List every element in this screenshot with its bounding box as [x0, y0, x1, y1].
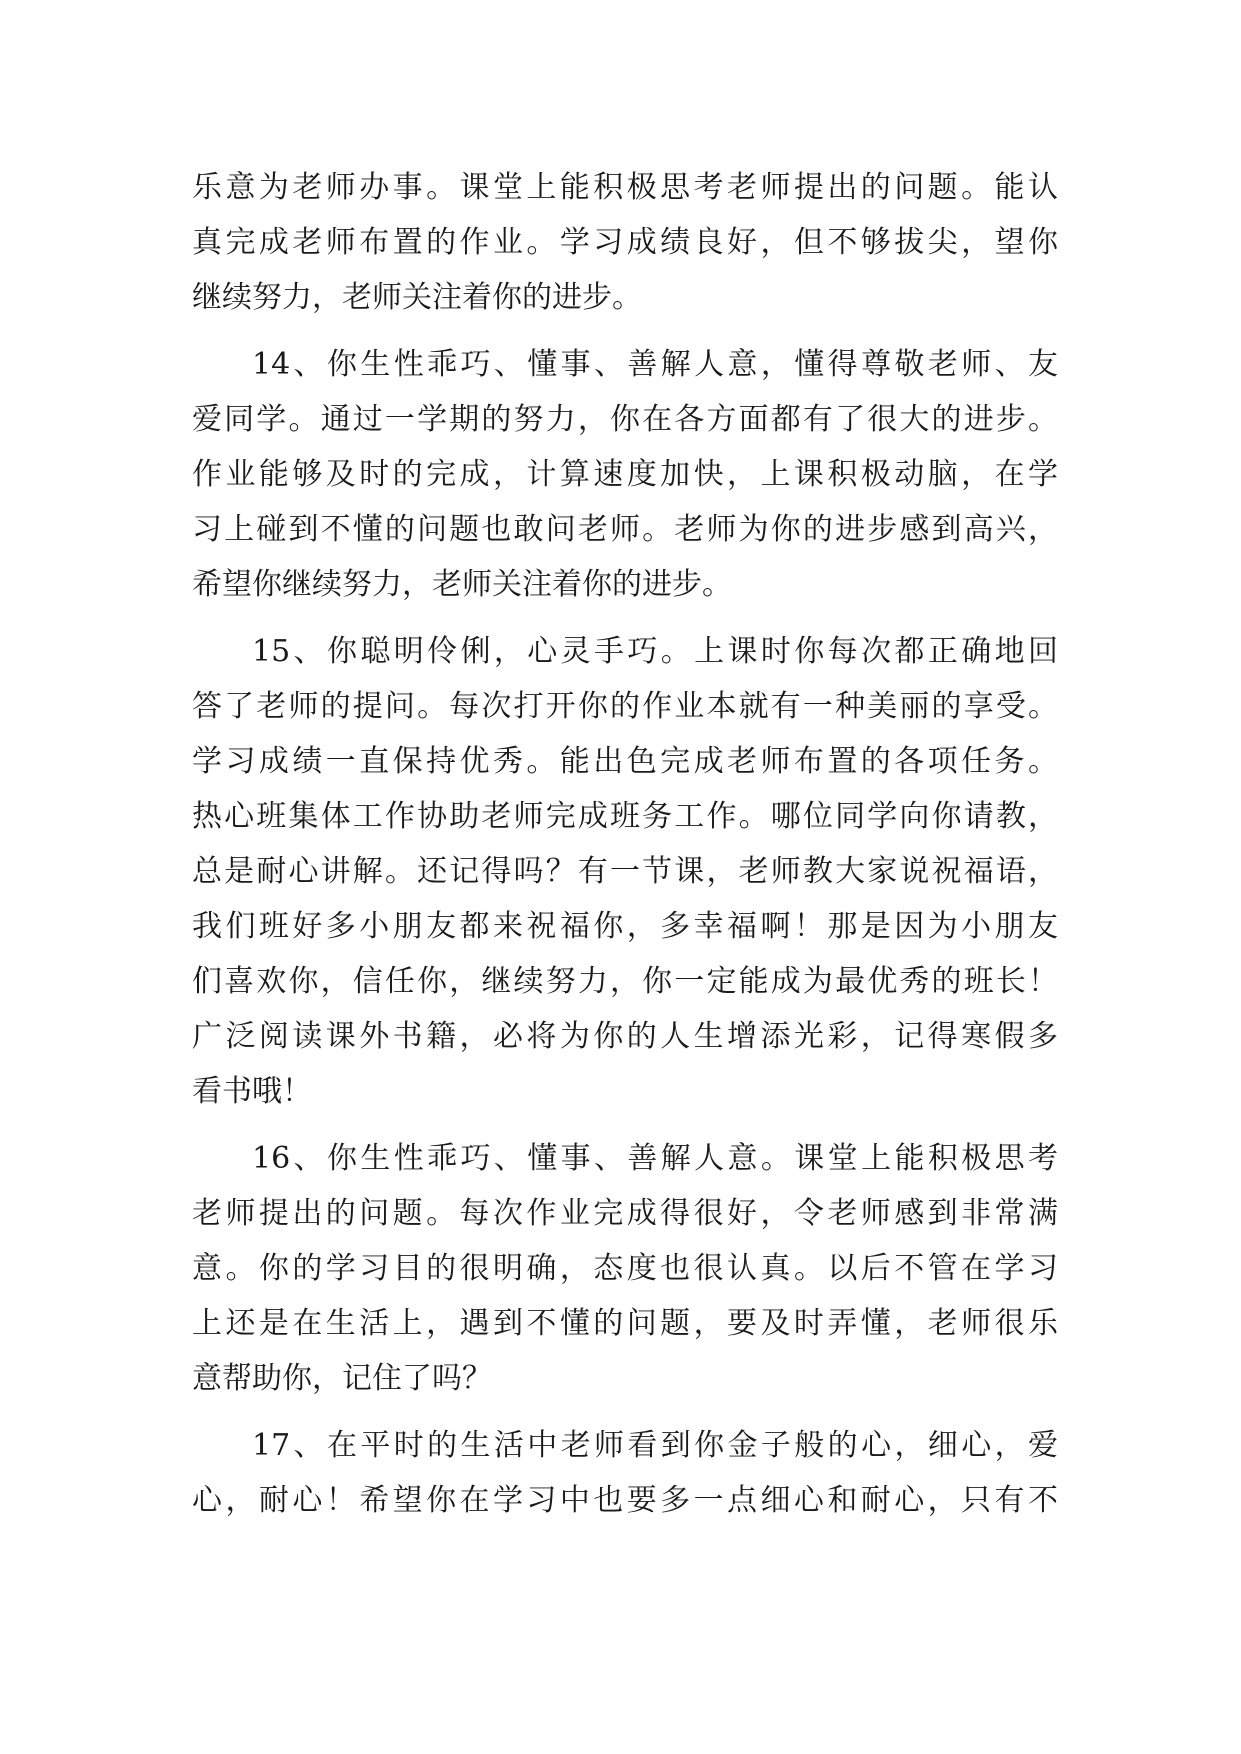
text-line: 总是耐心讲解。还记得吗？有一节课，老师教大家说祝福语， — [192, 854, 1058, 889]
text-line: 14、你生性乖巧、懂事、善解人意，懂得尊敬老师、友 — [252, 347, 1058, 382]
text-line: 15、你聪明伶俐，心灵手巧。上课时你每次都正确地回 — [252, 634, 1058, 669]
text-line: 希望你继续努力，老师关注着你的进步。 — [192, 567, 732, 602]
text-line: 答了老师的提问。每次打开你的作业本就有一种美丽的享受。 — [192, 689, 1058, 724]
text-line: 作业能够及时的完成，计算速度加快，上课积极动脑，在学 — [192, 457, 1058, 492]
text-line: 习上碰到不懂的问题也敢问老师。老师为你的进步感到高兴， — [192, 512, 1058, 547]
text-line: 爱同学。通过一学期的努力，你在各方面都有了很大的进步。 — [192, 402, 1058, 437]
text-line: 继续努力，老师关注着你的进步。 — [192, 280, 642, 315]
paragraph-item-16 — [192, 1131, 1058, 1406]
text-line: 16、你生性乖巧、懂事、善解人意。课堂上能积极思考 — [252, 1141, 1058, 1176]
text-line: 意帮助你，记住了吗？ — [192, 1361, 492, 1396]
text-line: 学习成绩一直保持优秀。能出色完成老师布置的各项任务。 — [192, 744, 1058, 779]
paragraph-item-17 — [192, 1418, 1058, 1528]
paragraph-item-14 — [192, 337, 1058, 612]
text-line: 17、在平时的生活中老师看到你金子般的心，细心，爱 — [252, 1428, 1058, 1463]
text-line: 意。你的学习目的很明确，态度也很认真。以后不管在学习 — [192, 1251, 1058, 1286]
paragraph-item-15 — [192, 624, 1058, 1119]
text-line: 上还是在生活上，遇到不懂的问题，要及时弄懂，老师很乐 — [192, 1306, 1058, 1341]
text-line: 乐意为老师办事。课堂上能积极思考老师提出的问题。能认 — [192, 170, 1058, 205]
text-line: 们喜欢你，信任你，继续努力，你一定能成为最优秀的班长！ — [192, 964, 1058, 999]
text-line: 我们班好多小朋友都来祝福你，多幸福啊！那是因为小朋友 — [192, 909, 1058, 944]
paragraph-continued — [192, 160, 1058, 325]
text-line: 看书哦！ — [192, 1074, 312, 1109]
text-line: 真完成老师布置的作业。学习成绩良好，但不够拔尖，望你 — [192, 225, 1058, 260]
text-line: 老师提出的问题。每次作业完成得很好，令老师感到非常满 — [192, 1196, 1058, 1231]
text-line: 热心班集体工作协助老师完成班务工作。哪位同学向你请教， — [192, 799, 1058, 834]
text-line: 心，耐心！希望你在学习中也要多一点细心和耐心，只有不 — [192, 1483, 1058, 1518]
document-body — [192, 160, 1058, 1528]
text-line: 广泛阅读课外书籍，必将为你的人生增添光彩，记得寒假多 — [192, 1019, 1058, 1054]
